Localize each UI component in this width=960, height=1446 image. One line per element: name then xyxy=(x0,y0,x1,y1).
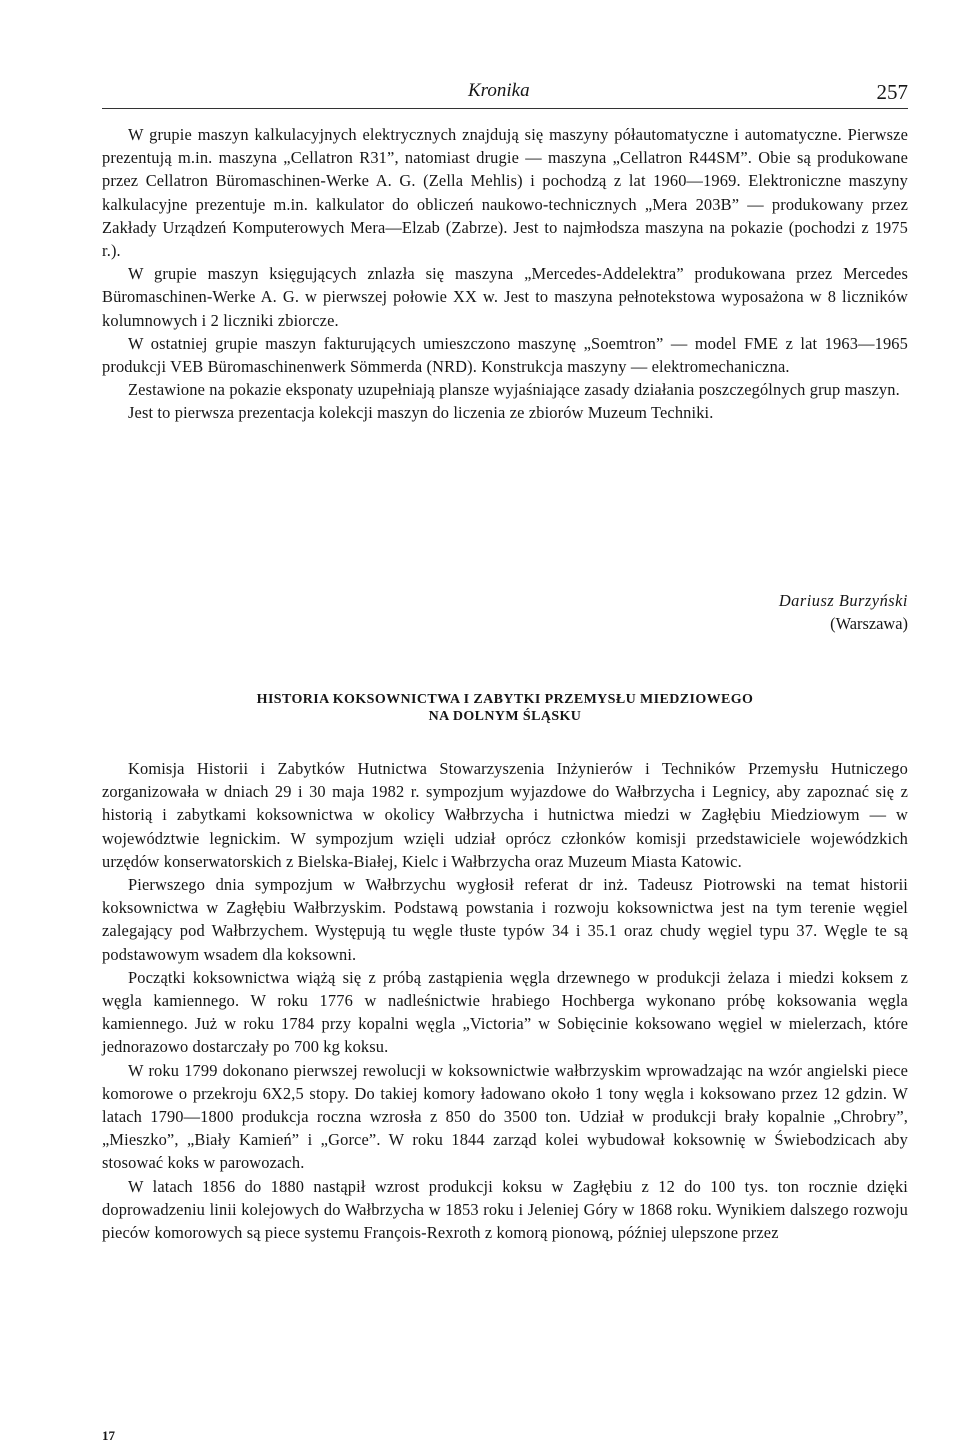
section-heading-line: HISTORIA KOKSOWNICTWA I ZABYTKI PRZEMYSŁU MIEDZIOWEGO xyxy=(256,692,754,707)
sheet-mark: 17 xyxy=(102,1428,115,1443)
running-title: Kronika xyxy=(468,80,530,101)
paragraph: Komisja Historii i Zabytków Hutnictwa Stowarzyszenia Inżynierów i Techników Przemysłu Hutniczego zorganizowała w dniach 29 i 30 maja 1982 r. sympozjum wyjazdowe do Wałbrzycha i Legnicy, aby zapoznać się z historią i zabytkami koksownictwa w okolicy Wałbrzycha i hutnictwa miedzi w Zagłębiu Miedziowym — w województwie legnickim. W sympozjum wzięli udział oprócz członków komisji przedstawiciele wojewódzkich urzędów konserwatorskich z Bielska-Białej, Kielc i Wałbrzycha oraz Muzeum Miasta Katowic. xyxy=(102,759,908,871)
page-number: 257 xyxy=(876,80,908,104)
running-header xyxy=(102,78,908,109)
section-heading xyxy=(162,691,848,725)
paragraph: Jest to pierwsza prezentacja kolekcji maszyn do liczenia ze zbiorów Muzeum Techniki. xyxy=(128,403,714,423)
section-heading-line: NA DOLNYM ŚLĄSKU xyxy=(428,709,582,724)
paragraph: Początki koksownictwa wiążą się z próbą zastąpienia węgla drzewnego w produkcji żelaza i miedzi koksem z węgla kamiennego. W roku 1776 w nadleśnictwie hrabiego Hochberga wykonano próbę koksowania węgla kamiennego. Już w roku 1784 przy kopalni węgla „Victoria” w Sobięcinie koksowano węgiel w mielerzach, które jednorazowo dostarczały po 700 kg koksu. xyxy=(102,967,908,1057)
author-city: (Warszawa) xyxy=(830,614,908,633)
paragraph: Zestawione na pokazie eksponaty uzupełniają plansze wyjaśniające zasady działania poszczególnych grup maszyn. xyxy=(128,380,900,400)
paragraph: W grupie maszyn kalkulacyjnych elektrycznych znajdują się maszyny półautomatyczne i automatyczne. Pierwsze prezentują m.in. maszyna „Cellatron R31”, natomiast drugie — maszyna „Cellatron R44SM”. Obie są produkowane przez Cellatron Büromaschinen-Werke A. G. (Zella Mehlis) i pochodzą z lat 1960—1969. Elektroniczne maszyny kalkulacyjne prezentuje m.in. kalkulator do obliczeń naukowo-technicznych „Mera 203B” — produkowany przez Zakłady Urządzeń Komputerowych Mera—Elzab (Zabrze). Jest to najmłodsza maszyna na pokazie (pochodzi z 1975 r.). xyxy=(102,125,908,261)
paragraph: Pierwszego dnia sympozjum w Wałbrzychu wygłosił referat dr inż. Tadeusz Piotrowski na temat historii koksownictwa w Zagłębiu Wałbrzyskim. Podstawą powstania i rozwoju koksownictwa jest na tym terenie węgiel zalegający pod Wałbrzychem. Występują tu węgle tłuste typów 34 i 35.1 oraz chudy węgiel typu 37. Węgle te są podstawowym wsadem dla koksowni. xyxy=(102,875,908,964)
paragraph: W grupie maszyn księgujących znlazła się maszyna „Mercedes-Addelektra” produkowana przez Mercedes Büromaschinen-Werke A. G. w pierwszej połowie XX w. Jest to maszyna pełnotekstowa wyposażona w 8 liczników kolumnowych i 2 liczniki zbiorcze. xyxy=(102,264,908,330)
article-body xyxy=(102,757,908,1244)
paragraph: W roku 1799 dokonano pierwszej rewolucji w koksownictwie wałbrzyskim wprowadzając na wzór angielski piece komorowe o przekroju 6X2,5 stopy. Do takiej komory ładowano około 1 tony węgla i koksowano przez 12 gdzin. W latach 1790—1800 produkcja roczna wzrosła z 850 do 3500 ton. Udział w produkcji brały kopalnie „Chrobry”, „Mieszko”, „Biały Kamień” i „Gorce”. W roku 1844 zarząd kolei wybudował koksownię w Świebodzicach aby stosować koks w parowozach. xyxy=(102,1060,908,1173)
article-continuation xyxy=(102,123,908,425)
document-page xyxy=(102,0,908,1446)
author-name: Dariusz Burzyński xyxy=(778,591,908,610)
paragraph: W ostatniej grupie maszyn fakturujących umieszczono maszynę „Soemtron” — model FME z lat 1963—1965 produkcji VEB Büromaschinenwerk Sömmerda (NRD). Konstrukcja maszyny — elektromechaniczna. xyxy=(102,333,908,377)
paragraph: W latach 1856 do 1880 nastąpił wzrost produkcji koksu w Zagłębiu z 12 do 100 tys. ton rocznie dzięki doprowadzeniu linii kolejowych do Wałbrzycha w 1853 roku i Jeleniej Góry w 1868 roku. Wynikiem dalszego rozwoju pieców komorowych są piece systemu François-Rexroth z komorą pionową, później ulepszone przez xyxy=(102,1176,908,1243)
